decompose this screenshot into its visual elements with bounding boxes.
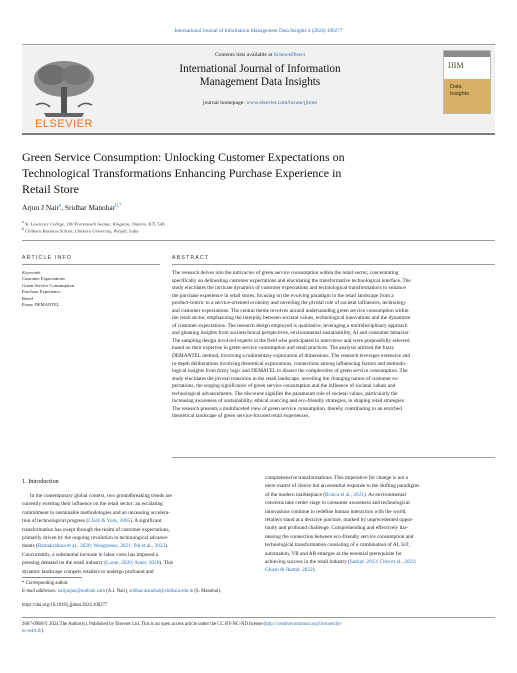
body-line	[265, 533, 495, 541]
abstract-line: The research delves into the intricacies of green service consumption within the retail sector, concentrating	[172, 270, 399, 276]
abstract-line: logical insights from fuzzy logic and DEMATEL to dissect the complexities of green service consumption. The	[172, 368, 408, 375]
body-text: automation, VR and AR emerges as the essential prerequisite for	[265, 550, 402, 557]
cover-abbrev: IJIM	[448, 61, 464, 70]
body-text: innovations continue to redefine human interaction with the world,	[265, 508, 407, 515]
abstract-line: based on their expertise in green service consumption and retail practices. The analysis utilized the fuzzy	[172, 345, 395, 352]
body-line	[265, 550, 495, 558]
keyword-item[interactable]: Green Service Consumption	[22, 282, 75, 288]
body-text: of the modern marketplace (	[265, 491, 326, 498]
keywords-block	[22, 270, 162, 308]
footer-rule	[22, 617, 495, 618]
email-link[interactable]: nairjarjun@outlook.com	[57, 589, 105, 594]
author-name[interactable]: Sridhar Manohar	[64, 203, 116, 212]
body-text: tunity and profound challenge. Comprehending and effectively har-	[265, 525, 409, 532]
abstract-text	[172, 270, 495, 421]
running-header: International Journal of Information Management Data Insights 4 (2024) 100277	[174, 28, 343, 34]
abstract-line: of customer expectations. The research design employed is qualitative, leveraging a multidisciplinary approach	[172, 322, 408, 329]
body-text: ).	[165, 543, 169, 550]
body-line	[265, 482, 495, 490]
citation-link[interactable]: Ramakrishna et al., 2020; Wongsonsa, 2021; Pal et al., 2023	[37, 543, 166, 550]
masthead-bottom-rule	[22, 133, 495, 135]
doi-link[interactable]: https://doi.org/10.1016/j.jjimei.2024.100277	[22, 603, 108, 608]
masthead-top-rule	[22, 44, 495, 45]
abstract-line: specifically on delineating customer expectations and elucidating the transformative technological interface. The	[172, 277, 411, 284]
affiliation-mark: b	[22, 226, 24, 231]
email-link[interactable]: sridhar.manohar@chitkara.edu.in	[129, 589, 194, 594]
abstract-line: technological advancements. The discourse signifies the paramount role of societal values, particularly the	[172, 390, 398, 397]
article-info-heading: ARTICLE INFO	[22, 255, 73, 261]
body-line	[22, 517, 252, 525]
body-text: concerns take center stage in consumer awareness and technological	[265, 500, 410, 507]
body-line	[265, 508, 495, 516]
section-heading: 1. Introduction	[22, 478, 59, 485]
keyword-item[interactable]: Fuzzy DEMANTEL	[22, 302, 60, 308]
abstract-line: study elucidates the intricate dynamics of customer expectations and technological transformations to enhance	[172, 285, 406, 292]
body-line	[22, 492, 252, 500]
body-line	[265, 474, 495, 482]
body-text: technological transformation consisting of a combination of AI, IoT,	[265, 542, 410, 549]
journal-title-line2: Management Data Insights	[199, 76, 321, 88]
body-text: currently exerting their influence on the retail sector: an escalating	[22, 501, 163, 508]
contents-prefix: Contents lists available at	[214, 52, 274, 58]
keyword-item[interactable]: Retail	[22, 295, 33, 301]
author-affil-mark[interactable]: b,*	[115, 203, 122, 209]
license-link[interactable]: nc-nd/4.0/	[22, 628, 42, 634]
abstract-line: increasing awareness of sustainability, ethical sourcing and eco-friendly strategies, in shaping retail strategies.	[172, 398, 406, 405]
body-line	[22, 500, 252, 508]
citation-link[interactable]: Clark & York, 2005	[88, 518, 131, 525]
cover-header-bar	[444, 51, 490, 57]
keyword-item[interactable]: Customer Expectations	[22, 276, 65, 282]
citation-link[interactable]: Larue, 2020; Amer, 2020	[106, 560, 160, 567]
affiliation-text: St. Lawrence College, 100 Portsmouth Avenue, Kingston, Ontario, K7L 5A6	[24, 221, 165, 227]
abstract-line: in-depth deliberations involving theoretical explorations, connections among influencing factors and methodo-	[172, 360, 407, 367]
body-text: comprehensive transformations. This imperative for change is not a	[265, 475, 409, 481]
body-line	[265, 499, 495, 507]
abstract-line: and gleaning insights from sociotechnical perspectives, environmental sustainability, AI and consumer behavior.	[172, 330, 410, 337]
body-text: ). This	[159, 560, 174, 567]
cover-text-line1: Data	[450, 84, 462, 90]
abstract-line: theoretical landscape of green service-focused retail experiences.	[172, 413, 310, 420]
abstract-line: pectations, the surging significance of green service consumption and the influence of societal values and	[172, 383, 396, 390]
body-line	[22, 509, 252, 517]
body-line	[265, 558, 495, 566]
affiliation-mark: a	[22, 219, 24, 224]
author-separator: ,	[61, 203, 65, 212]
abstract-line: the retail sector, emphasizing the interplay between societal values, technological innovations and the dynamism	[172, 315, 411, 322]
body-line	[22, 526, 252, 534]
body-line	[265, 491, 495, 499]
body-text: mere matter of choice but an essential response to the shifting paradigms	[265, 483, 420, 490]
citation-link[interactable]: Brinca et al., 2021	[325, 491, 364, 498]
abstract-line: study elucidates the pivotal transition in the retail landscape, unveiling the changing nature of customer ex-	[172, 375, 400, 382]
body-line	[22, 542, 252, 550]
body-line	[265, 541, 495, 549]
body-text: ).	[312, 567, 316, 574]
body-text: Concurrently, a substantial increase in labor costs has imposed a	[22, 551, 159, 558]
author-name[interactable]: Arjun J Nair	[22, 203, 59, 212]
body-text: nessing the connection between eco-friendly service consumption and	[265, 533, 414, 540]
abstract-line: The sampling design involved experts in the field who participated in interviews and were purposefully selected	[172, 337, 410, 344]
body-line	[265, 516, 495, 524]
title-line1: Green Service Consumption: Unlocking Customer Expectations on	[22, 150, 345, 164]
body-text: pressing demand on the retail industry (	[22, 560, 107, 567]
body-text: commitment to sustainable methodologies and an unceasing accelera-	[22, 509, 170, 516]
journal-title	[130, 63, 390, 89]
homepage-link[interactable]: www.elsevier.com/locate/jjimei	[246, 100, 317, 106]
abstract-line: and customer expectations. The central theme revolves around understanding green service consumption within	[172, 307, 409, 314]
journal-title-line1: International Journal of Information	[179, 63, 341, 75]
email-label: E-mail addresses:	[22, 589, 58, 594]
license-text: 2667-0968/© 2024 The Author(s). Published by Elsevier Ltd. This is an open access article under the CC BY-NC-ND license (	[22, 622, 266, 627]
elsevier-wordmark: ELSEVIER	[35, 118, 93, 130]
body-line	[22, 559, 252, 567]
abstract-end-rule	[172, 457, 495, 458]
abstract-line: product-centric to a service-oriented economy and unveiling the pivotal role of societal influences, technology	[172, 300, 406, 307]
body-text: ). As environmental	[364, 491, 406, 498]
body-text: primarily driven by the ongoing revolution in technological advance-	[22, 535, 169, 542]
citation-link[interactable]: Ghosh & Jhamb, 2022	[265, 567, 313, 574]
title-line3: Retail Store	[22, 182, 79, 196]
author-affil-mark[interactable]: a	[58, 203, 62, 209]
affiliation	[22, 226, 139, 234]
section-rule	[22, 240, 495, 241]
affiliation-text: Chitkara Business School, Chitkara University, Punjab, India	[25, 228, 139, 234]
body-line	[22, 551, 252, 559]
corresponding-author-note: * Corresponding author.	[22, 581, 69, 586]
abstract-line: The research presents a multifaceted view of green service consumption, thereby contributing to an enriched	[172, 405, 402, 412]
abstract-line: the purchase experience in retail stores, focusing on the evolving paradigm in the retail landscape from a	[172, 292, 394, 299]
sciencedirect-link[interactable]: ScienceDirect	[273, 52, 306, 58]
body-line	[22, 568, 252, 576]
abstract-rule	[172, 264, 495, 265]
keywords-label: Keywords:	[22, 270, 42, 275]
cover-text-line2: Insights	[450, 90, 469, 97]
homepage-prefix: journal homepage:	[203, 100, 247, 106]
citation-link[interactable]: Sarkar, 2013; Chin et al., 2022;	[350, 559, 417, 566]
email-footnote	[22, 589, 221, 595]
cover-text	[450, 84, 469, 97]
article-info-rule	[22, 264, 160, 265]
contents-available	[130, 52, 390, 58]
body-text: retailers stand at a decisive juncture, marked by unprecedented oppor-	[265, 517, 414, 524]
body-text: In the contemporary global context, two groundbreaking trends are	[30, 493, 172, 499]
body-text: ments (	[22, 543, 38, 550]
intro-column-left	[22, 492, 252, 576]
body-line	[265, 566, 495, 574]
elsevier-tree-logo	[24, 50, 104, 128]
abstract-line: DEMANTEL method, involving a rudimentary exploration of dimensions. The research leverages extensive and	[172, 353, 410, 360]
license-link[interactable]: http://creativecommons.org/licenses/by-	[265, 622, 343, 627]
body-text: achieving success in the retail industry (	[265, 559, 351, 566]
title-line2: Technological Transformations Enhancing Purchase Experience in	[22, 166, 342, 180]
journal-cover-thumbnail	[443, 50, 491, 114]
body-text: transformation has swept through the realm of customer expectations,	[22, 526, 170, 533]
authors	[22, 203, 121, 212]
body-text: tion of technological progress (	[22, 518, 89, 525]
abstract-heading: ABSTRACT	[172, 255, 210, 261]
article-title	[22, 149, 452, 197]
journal-homepage	[130, 100, 390, 106]
intro-column-right	[265, 474, 495, 575]
license-text: ).	[41, 628, 45, 634]
body-text: dynamic landscape compels retailers to undergo profound and	[22, 568, 154, 575]
email-owner: (A.J. Nair),	[104, 589, 130, 594]
footnote-rule	[22, 577, 82, 578]
license-statement	[22, 622, 495, 635]
email-owner: (S. Manohar).	[193, 589, 222, 594]
body-line	[265, 524, 495, 532]
body-line	[22, 534, 252, 542]
keyword-item[interactable]: Purchase Experience	[22, 289, 61, 295]
body-text: ). A significant	[130, 518, 162, 525]
